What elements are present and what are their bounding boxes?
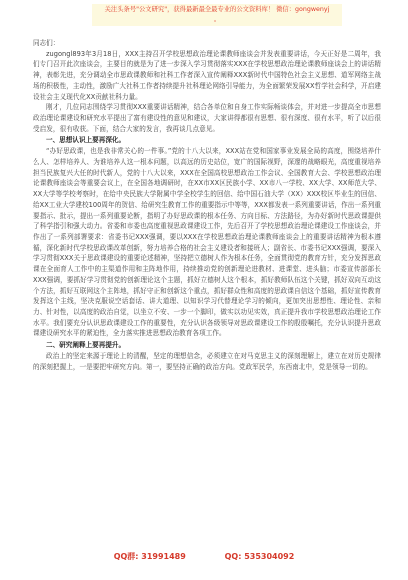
promo-banner — [92, 4, 342, 26]
promo-banner-line-2: 。 — [213, 16, 221, 23]
salutation: 同志们： — [33, 39, 60, 47]
section-heading: 二、研究阐释上要再提升。 — [46, 341, 126, 350]
promo-banner-line: 关注头条号"公文研究"，获得最新最全最专业的公文资料库！ 微信：gongwenyj — [104, 6, 330, 13]
document-body — [33, 38, 381, 372]
paragraph: 政治上的坚定来源于理论上的清醒，坚定的理想信念，必须建立在对马克思主义的深刻理解上，建立在对历史规律的深刻把握上，一是要把牢研究方向。第一，要坚持正确的政治方向。党政军民学，东西南北中，党是领导一切的。 — [33, 351, 381, 371]
paragraph: 刚才，几位同志围绕学习贯彻XXX重要讲话精神，结合各单位和自身工作实际畅谈体会，并对进一步提高全市思想政治理论课建设和研究水平提出了富有建设性的意见和建议，大家讲得都很有思想、很有深度、很有水平，听了以后很受启发，很有收获。下面，结合大家的发言，我再谈几点意见。 — [33, 103, 381, 133]
qq-label: QQ: 535304092 — [224, 552, 295, 561]
paragraph: “办好思政课，也是我非常关心的一件事。”党的十八大以来，XXX站在党和国家事业发展全局的高度，围绕培养什么人、怎样培养人、为谁培养人这一根本问题，以高远的历史站位，宽广的国际视野，深邃的战略眼光，高度重视培养担当民族复兴大任的时代新人，党的十八大以来，XXX在全国高校思想政治工作会议、全国教育大会、学校思想政治理论课教师座谈会等重要会议上，在全国各地调研时，在XX市XX区民族小学、XX市八一学校、XX大学、XX师范大学、XX大学等学校考察时，在给中央民族大学附属中学全校学生的回信、给中国石油大学（XX）XXX校区毕业生的回信、给XX工业大学建校100周年的贺信、给研究生教育工作的重要指示中等等，XXX都发表一系列重要讲话，作出一系列重要指示、批示，提出一系列重要论断，指明了办好思政课的根本任务、方向目标、方法路径，为办好新时代思政课提供了科学指引和强大动力。省委和市委也高度重视思政课建设工作，先后召开了学校思想政治理论课建设工作座谈会，并作出了一系列部署要求：省委书记XXX强调，要以XXX在学校思想政治理论课教师座谈会上的重要讲话精神为根本遵循，深化新时代学校思政课改革创新，努力培养合格的社会主义建设者和接班人；副省长、市委书记XXX强调，要深入学习贯彻XXX关于思政课建设的重要论述精神，坚持把立德树人作为根本任务，全面贯彻党的教育方针，充分发挥思政课在全面育人工作中的主渠道作用和主阵地作用，持续推动党的创新理论进教材、进课堂、进头脑；市委宣传部部长XXX强调，要抓好学习贯彻党的创新理论这个主题，抓好立德树人这个根本，抓好教师队伍这个关键，抓好双向互动这个方法，抓好互联网这个主阵地，抓好守正和创新这个重点，抓好群众性和高度的思政课自信这个基础，抓好宣传教育发挥这个主线，坚决克服说空话套话、讲大道理、以知识学习代替理论学习的倾向，更加突出思想性、理论性、亲和力、针对性，以高度的政治自觉，以坐立不安、一步一个脚印，做实以功见实效，真正提升我市学校思想政治理论工作水平。我们要充分认识思政课建设工作的重要性，充分认识各级领导对思政课建设工作的殷殷嘱托，充分认识提升思政课建设研究水平的紧迫性，全力落实推进思想政治教育各项工作。 — [33, 147, 381, 338]
paragraph: zugongl893年3月18日，XXX主持召开学校思想政治理论课教师座谈会并发表重要讲话，今天正好是二周年，我们专门召开此次座谈会，主要目的就是为了进一步深入学习贯彻落实XXX在学校思想政治理论课教师座谈会上的讲话精神，表彰先进，充分调动全市思政课教师和社科工作者深入宣传阐释XXX新时代中国特色社会主义思想、道军网络主战场的积极性，主动性，激励广大社科工作者持续提升社科理论网络引导能力，为全面繁荣发展XX哲学社会科学，开启建设社会主义现代化XX贡献社科力量。 — [33, 49, 381, 101]
qq-group-label: QQ群: 31991489 — [113, 552, 186, 561]
section-heading: 一、思想认识上要再深化。 — [46, 136, 126, 145]
contact-footer — [0, 551, 408, 565]
